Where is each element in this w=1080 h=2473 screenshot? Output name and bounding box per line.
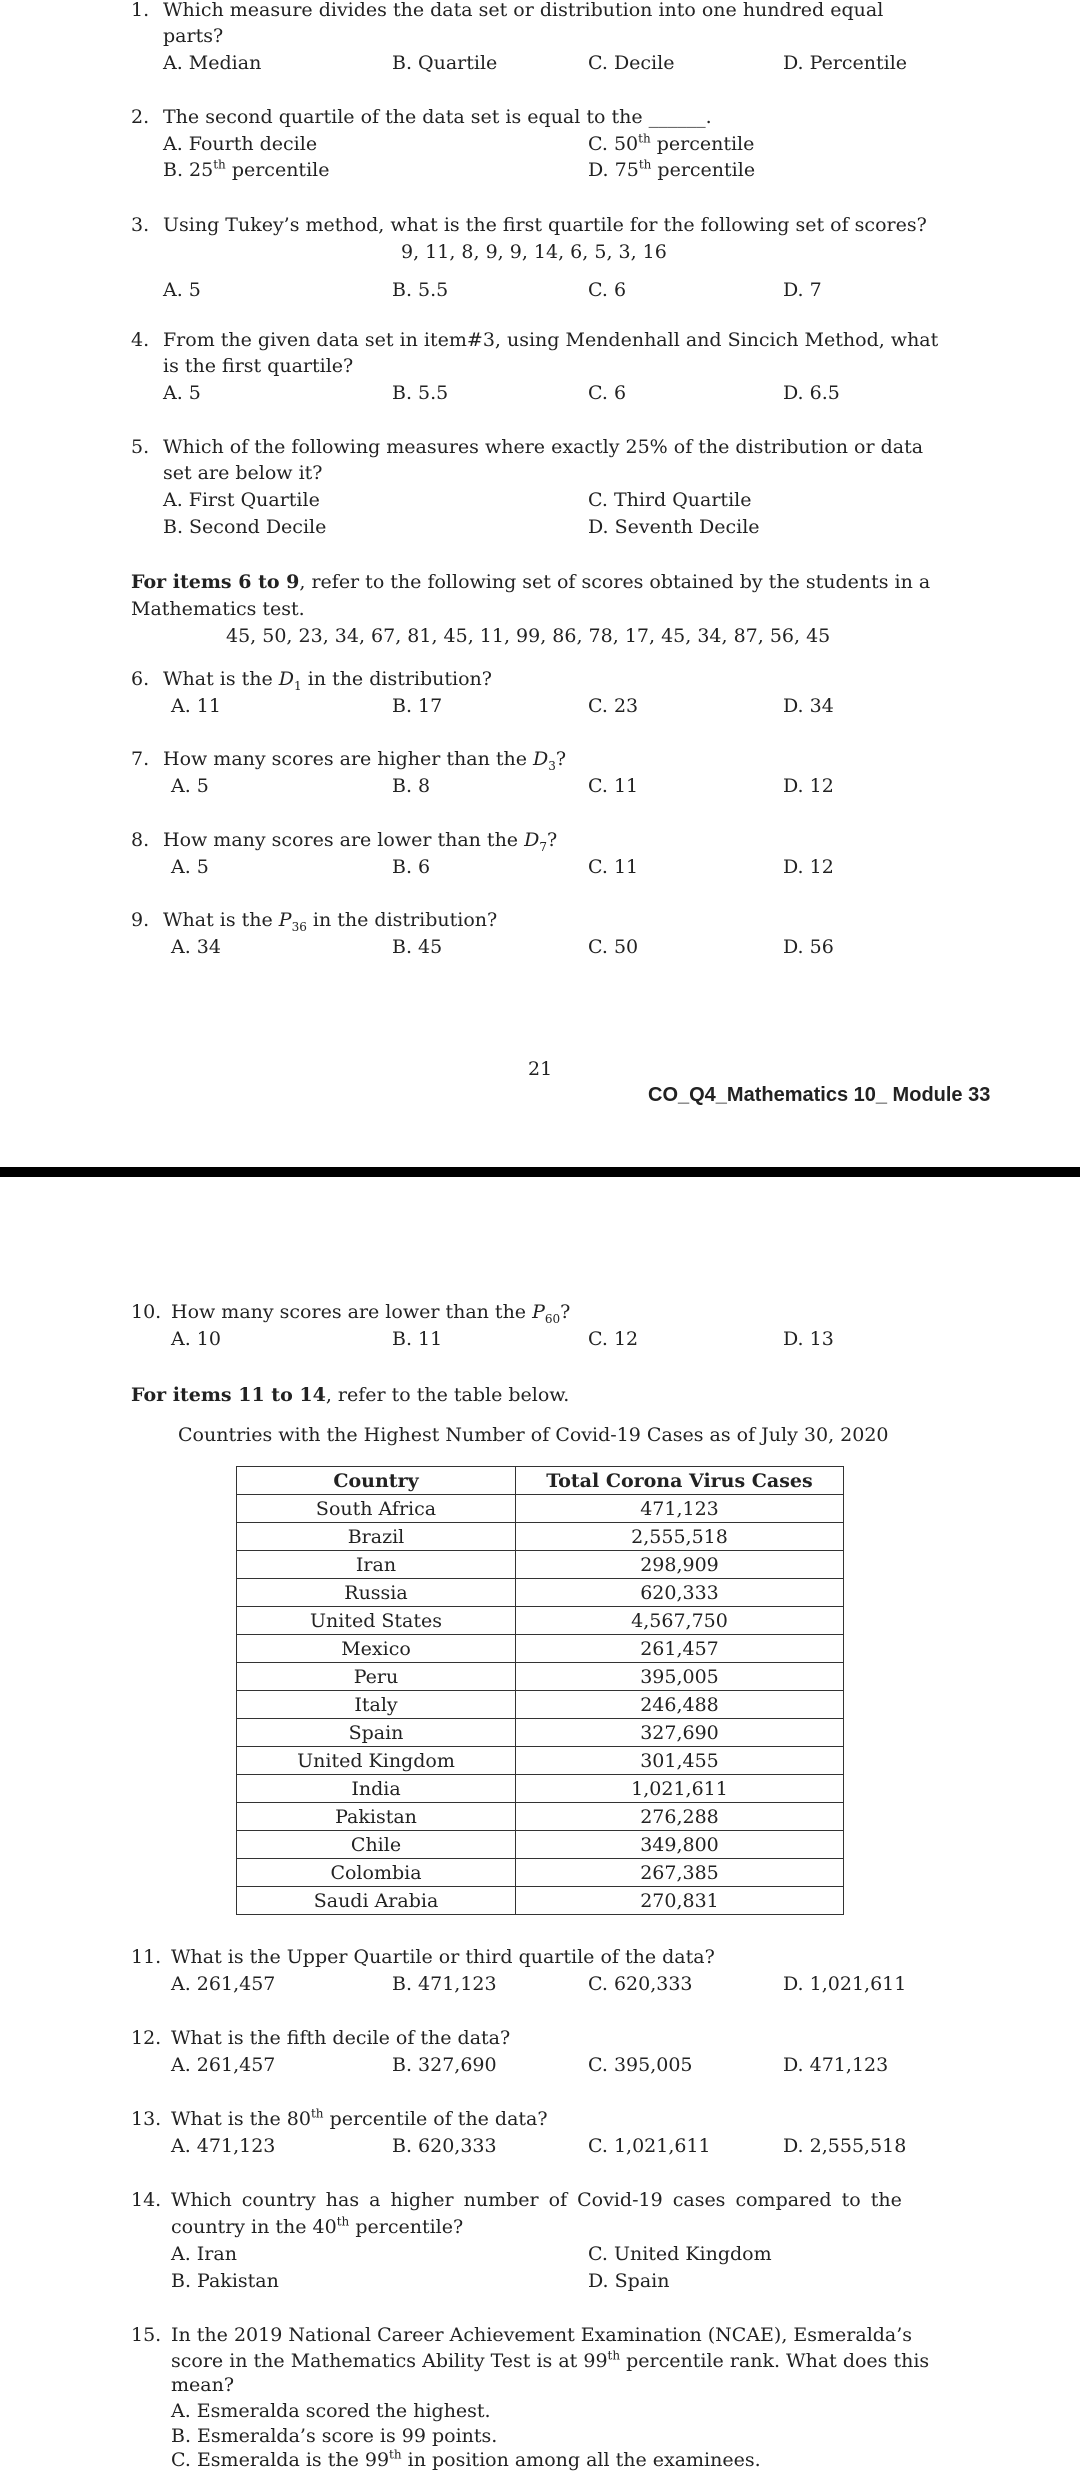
q9-option-b: B. 45 bbox=[392, 936, 443, 958]
q11-option-c: C. 620,333 bbox=[588, 1973, 693, 1995]
covid-cases-table bbox=[236, 1466, 844, 1915]
q10-option-b: B. 11 bbox=[392, 1328, 443, 1350]
table-row bbox=[237, 1775, 844, 1803]
q14-option-c: C. United Kingdom bbox=[588, 2243, 772, 2265]
cases-cell: 267,385 bbox=[516, 1859, 844, 1887]
q4-number: 4. bbox=[131, 329, 150, 351]
country-cell: United States bbox=[237, 1607, 516, 1635]
cases-cell: 270,831 bbox=[516, 1887, 844, 1915]
cases-cell: 395,005 bbox=[516, 1663, 844, 1691]
q9-stem: What is the $P_{36}$ in the distribution? bbox=[163, 909, 498, 934]
q5-stem-line2: set are below it? bbox=[163, 462, 323, 484]
table-row bbox=[237, 1747, 844, 1775]
q3-option-b: B. 5.5 bbox=[392, 279, 449, 301]
q9-number: 9. bbox=[131, 909, 150, 931]
q1-stem-line2: parts? bbox=[163, 25, 224, 47]
q3-scores: 9, 11, 8, 9, 9, 14, 6, 5, 3, 16 bbox=[401, 241, 667, 263]
q13-stem: What is the 80th percentile of the data? bbox=[171, 2106, 548, 2130]
q9-option-c: C. 50 bbox=[588, 936, 639, 958]
group1-line1: For items 6 to 9, refer to the following set of scores obtained by the students in a bbox=[131, 571, 931, 593]
q1-option-d: D. Percentile bbox=[783, 52, 908, 74]
cases-cell: 246,488 bbox=[516, 1691, 844, 1719]
table-row bbox=[237, 1579, 844, 1607]
q13-option-a: A. 471,123 bbox=[171, 2135, 276, 2157]
q11-stem: What is the Upper Quartile or third quartile of the data? bbox=[171, 1946, 715, 1968]
q12-option-c: C. 395,005 bbox=[588, 2054, 693, 2076]
q10-option-d: D. 13 bbox=[783, 1328, 834, 1350]
q8-number: 8. bbox=[131, 829, 150, 851]
q1-stem-line1: Which measure divides the data set or distribution into one hundred equal bbox=[163, 0, 884, 21]
country-cell: Russia bbox=[237, 1579, 516, 1607]
table-row bbox=[237, 1887, 844, 1915]
q4-option-b: B. 5.5 bbox=[392, 382, 449, 404]
group1-line2: Mathematics test. bbox=[131, 598, 305, 620]
q9-option-d: D. 56 bbox=[783, 936, 834, 958]
q12-option-a: A. 261,457 bbox=[171, 2054, 276, 2076]
column-header-country: Country bbox=[237, 1467, 516, 1495]
q14-option-a: A. Iran bbox=[171, 2243, 237, 2265]
country-cell: India bbox=[237, 1775, 516, 1803]
table-row bbox=[237, 1635, 844, 1663]
cases-cell: 1,021,611 bbox=[516, 1775, 844, 1803]
table-header-row bbox=[237, 1467, 844, 1495]
page-separator bbox=[0, 1167, 1080, 1177]
q7-option-a: A. 5 bbox=[171, 775, 209, 797]
group-instruction-11-14: For items 11 to 14, refer to the table below. bbox=[131, 1384, 570, 1406]
q15-stem-line3: mean? bbox=[171, 2374, 235, 2396]
table-row bbox=[237, 1803, 844, 1831]
country-cell: Saudi Arabia bbox=[237, 1887, 516, 1915]
q13-option-c: C. 1,021,611 bbox=[588, 2135, 711, 2157]
q2-option-b: B. 25th percentile bbox=[163, 157, 330, 181]
q7-number: 7. bbox=[131, 748, 150, 770]
country-cell: Mexico bbox=[237, 1635, 516, 1663]
column-header-cases: Total Corona Virus Cases bbox=[516, 1467, 844, 1495]
q7-stem: How many scores are higher than the $D_3$? bbox=[163, 748, 567, 773]
q5-option-a: A. First Quartile bbox=[163, 489, 320, 511]
q6-option-a: A. 11 bbox=[171, 695, 221, 717]
q14-option-b: B. Pakistan bbox=[171, 2270, 279, 2292]
q4-stem-line2: is the first quartile? bbox=[163, 355, 354, 377]
table-row bbox=[237, 1551, 844, 1579]
q3-option-c: C. 6 bbox=[588, 279, 627, 301]
cases-cell: 471,123 bbox=[516, 1495, 844, 1523]
table-row bbox=[237, 1495, 844, 1523]
q12-stem: What is the fifth decile of the data? bbox=[171, 2027, 511, 2049]
q7-option-c: C. 11 bbox=[588, 775, 639, 797]
country-cell: United Kingdom bbox=[237, 1747, 516, 1775]
q7-option-d: D. 12 bbox=[783, 775, 834, 797]
q6-option-c: C. 23 bbox=[588, 695, 639, 717]
q2-option-c: C. 50th percentile bbox=[588, 131, 755, 155]
cases-cell: 2,555,518 bbox=[516, 1523, 844, 1551]
country-cell: Brazil bbox=[237, 1523, 516, 1551]
table-row bbox=[237, 1691, 844, 1719]
q3-option-d: D. 7 bbox=[783, 279, 822, 301]
q14-stem-line1: Which country has a higher number of Covid-19 cases compared to the bbox=[171, 2189, 902, 2211]
q11-number: 11. bbox=[131, 1946, 162, 1968]
q1-option-c: C. Decile bbox=[588, 52, 675, 74]
q12-number: 12. bbox=[131, 2027, 162, 2049]
q6-option-b: B. 17 bbox=[392, 695, 443, 717]
q4-option-d: D. 6.5 bbox=[783, 382, 840, 404]
q1-option-b: B. Quartile bbox=[392, 52, 498, 74]
country-cell: Iran bbox=[237, 1551, 516, 1579]
q14-option-d: D. Spain bbox=[588, 2270, 670, 2292]
q11-option-d: D. 1,021,611 bbox=[783, 1973, 907, 1995]
country-cell: Colombia bbox=[237, 1859, 516, 1887]
q6-stem: What is the $D_1$ in the distribution? bbox=[163, 668, 492, 693]
q14-stem-line2: country in the 40th percentile? bbox=[171, 2214, 464, 2238]
q8-option-c: C. 11 bbox=[588, 856, 639, 878]
q5-option-c: C. Third Quartile bbox=[588, 489, 752, 511]
q13-option-d: D. 2,555,518 bbox=[783, 2135, 907, 2157]
country-cell: Chile bbox=[237, 1831, 516, 1859]
q13-number: 13. bbox=[131, 2108, 162, 2130]
cases-cell: 327,690 bbox=[516, 1719, 844, 1747]
q3-number: 3. bbox=[131, 214, 150, 236]
q10-number: 10. bbox=[131, 1301, 162, 1323]
q6-option-d: D. 34 bbox=[783, 695, 834, 717]
q12-option-d: D. 471,123 bbox=[783, 2054, 889, 2076]
q15-option-b: B. Esmeralda’s score is 99 points. bbox=[171, 2425, 498, 2447]
q15-stem-line2: score in the Mathematics Ability Test is at 99th percentile rank. What does this bbox=[171, 2348, 930, 2372]
page-number: 21 bbox=[528, 1058, 553, 1080]
q12-option-b: B. 327,690 bbox=[392, 2054, 497, 2076]
table-row bbox=[237, 1859, 844, 1887]
q9-option-a: A. 34 bbox=[171, 936, 221, 958]
cases-cell: 298,909 bbox=[516, 1551, 844, 1579]
q15-option-a: A. Esmeralda scored the highest. bbox=[171, 2400, 491, 2422]
q2-option-d: D. 75th percentile bbox=[588, 157, 756, 181]
module-footer: CO_Q4_Mathematics 10_ Module 33 bbox=[648, 1084, 991, 1106]
q5-number: 5. bbox=[131, 436, 150, 458]
q1-number: 1. bbox=[131, 0, 150, 21]
q10-stem: How many scores are lower than the $P_{60}$? bbox=[171, 1301, 571, 1326]
q13-option-b: B. 620,333 bbox=[392, 2135, 497, 2157]
q4-option-c: C. 6 bbox=[588, 382, 627, 404]
cases-cell: 4,567,750 bbox=[516, 1607, 844, 1635]
q6-number: 6. bbox=[131, 668, 150, 690]
q5-option-d: D. Seventh Decile bbox=[588, 516, 760, 538]
country-cell: Italy bbox=[237, 1691, 516, 1719]
q3-option-a: A. 5 bbox=[163, 279, 201, 301]
q11-option-b: B. 471,123 bbox=[392, 1973, 497, 1995]
cases-cell: 276,288 bbox=[516, 1803, 844, 1831]
q10-option-c: C. 12 bbox=[588, 1328, 639, 1350]
cases-cell: 301,455 bbox=[516, 1747, 844, 1775]
q11-option-a: A. 261,457 bbox=[171, 1973, 276, 1995]
country-cell: Spain bbox=[237, 1719, 516, 1747]
q2-stem: The second quartile of the data set is equal to the ______. bbox=[163, 106, 712, 128]
q4-option-a: A. 5 bbox=[163, 382, 201, 404]
q8-option-a: A. 5 bbox=[171, 856, 209, 878]
cases-cell: 620,333 bbox=[516, 1579, 844, 1607]
table-row bbox=[237, 1831, 844, 1859]
q2-option-a: A. Fourth decile bbox=[163, 133, 318, 155]
q8-option-d: D. 12 bbox=[783, 856, 834, 878]
table-row bbox=[237, 1663, 844, 1691]
table-row bbox=[237, 1719, 844, 1747]
q7-option-b: B. 8 bbox=[392, 775, 431, 797]
q5-stem-line1: Which of the following measures where exactly 25% of the distribution or data bbox=[163, 436, 924, 458]
country-cell: Pakistan bbox=[237, 1803, 516, 1831]
q15-option-c: C. Esmeralda is the 99th in position among all the examinees. bbox=[171, 2447, 761, 2471]
q1-option-a: A. Median bbox=[163, 52, 262, 74]
table-caption: Countries with the Highest Number of Covid-19 Cases as of July 30, 2020 bbox=[178, 1424, 889, 1446]
q2-number: 2. bbox=[131, 106, 150, 128]
group1-scores: 45, 50, 23, 34, 67, 81, 45, 11, 99, 86, 78, 17, 45, 34, 87, 56, 45 bbox=[226, 625, 831, 647]
country-cell: Peru bbox=[237, 1663, 516, 1691]
q15-stem-line1: In the 2019 National Career Achievement Examination (NCAE), Esmeralda’s bbox=[171, 2324, 913, 2346]
cases-cell: 261,457 bbox=[516, 1635, 844, 1663]
q8-option-b: B. 6 bbox=[392, 856, 431, 878]
country-cell: South Africa bbox=[237, 1495, 516, 1523]
q8-stem: How many scores are lower than the $D_7$? bbox=[163, 829, 558, 854]
q5-option-b: B. Second Decile bbox=[163, 516, 327, 538]
cases-cell: 349,800 bbox=[516, 1831, 844, 1859]
q15-number: 15. bbox=[131, 2324, 162, 2346]
table-row bbox=[237, 1523, 844, 1551]
q10-option-a: A. 10 bbox=[171, 1328, 221, 1350]
table-row bbox=[237, 1607, 844, 1635]
q4-stem-line1: From the given data set in item#3, using Mendenhall and Sincich Method, what bbox=[163, 329, 939, 351]
q14-number: 14. bbox=[131, 2189, 162, 2211]
q3-stem: Using Tukey’s method, what is the first quartile for the following set of scores? bbox=[163, 214, 927, 236]
